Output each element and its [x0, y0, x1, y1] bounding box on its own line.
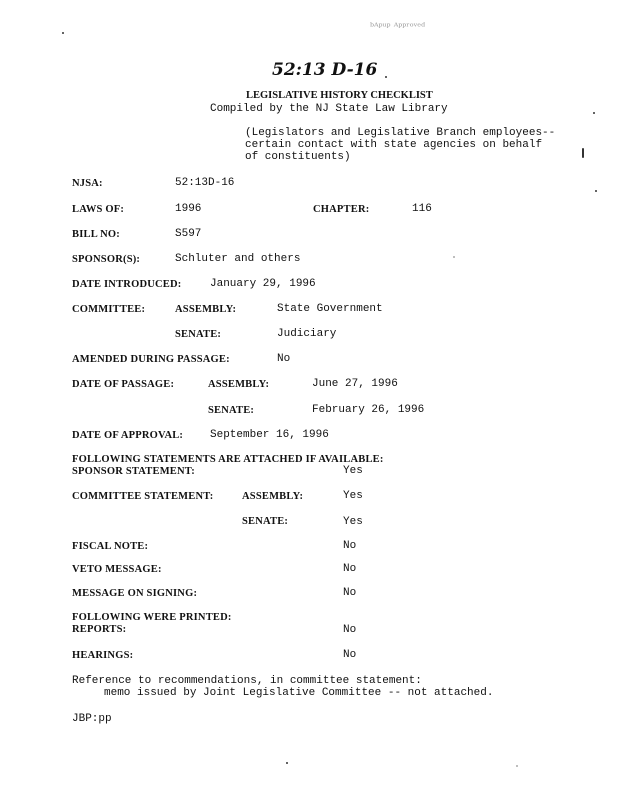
scan-speck [62, 32, 64, 34]
laws-of-label: LAWS OF: [72, 204, 125, 215]
date-introduced-value: January 29, 1996 [210, 278, 316, 290]
scan-speck [516, 765, 518, 767]
hearings-value: No [343, 649, 357, 661]
chapter-value: 116 [412, 203, 432, 215]
date-introduced-label: DATE INTRODUCED: [72, 279, 182, 290]
hearings-label: HEARINGS: [72, 650, 134, 661]
passage-senate-label: SENATE: [208, 405, 255, 416]
initials: JBP:pp [72, 713, 112, 725]
description-line-3: of constituents) [245, 151, 351, 163]
date-of-passage-label: DATE OF PASSAGE: [72, 379, 175, 390]
veto-message-value: No [343, 563, 357, 575]
scan-speck [595, 190, 597, 192]
sponsors-value: Schluter and others [175, 253, 301, 265]
njsa-value: 52:13D-16 [175, 177, 235, 189]
message-on-signing-label: MESSAGE ON SIGNING: [72, 588, 198, 599]
committee-assembly-value: State Government [277, 303, 383, 315]
committee-statement-senate-value: Yes [343, 516, 363, 528]
reports-value: No [343, 624, 357, 636]
description-line-1: (Legislators and Legislative Branch employees-- [245, 127, 556, 139]
committee-statement-assembly-label: ASSEMBLY: [242, 491, 304, 502]
message-on-signing-value: No [343, 587, 357, 599]
passage-assembly-label: ASSEMBLY: [208, 379, 270, 390]
amended-label: AMENDED DURING PASSAGE: [72, 354, 230, 365]
amended-value: No [277, 353, 291, 365]
statements-header: FOLLOWING STATEMENTS ARE ATTACHED IF AVAILABLE: [72, 454, 384, 465]
passage-senate-value: February 26, 1996 [312, 404, 425, 416]
njsa-label: NJSA: [72, 178, 103, 189]
bill-no-label: BILL NO: [72, 229, 120, 240]
veto-message-label: VETO MESSAGE: [72, 564, 162, 575]
sponsor-statement-label: SPONSOR STATEMENT: [72, 466, 195, 477]
sponsors-label: SPONSOR(S): [72, 254, 141, 265]
scan-speck [385, 76, 387, 78]
scan-mark [582, 148, 584, 158]
chapter-label: CHAPTER: [313, 204, 370, 215]
description-line-2: certain contact with state agencies on behalf [245, 139, 543, 151]
date-of-approval-value: September 16, 1996 [210, 429, 329, 441]
committee-senate-label: SENATE: [175, 329, 222, 340]
handwritten-statute-number: 52:13 D-16 [272, 60, 378, 80]
committee-label: COMMITTEE: [72, 304, 146, 315]
reference-line-1: Reference to recommendations, in committee statement: [72, 675, 422, 687]
page-title: LEGISLATIVE HISTORY CHECKLIST [246, 90, 433, 101]
scan-speck [593, 112, 595, 114]
scan-speck [453, 256, 455, 258]
committee-senate-value: Judiciary [277, 328, 337, 340]
scan-speck [286, 762, 288, 764]
date-of-approval-label: DATE OF APPROVAL: [72, 430, 184, 441]
committee-assembly-label: ASSEMBLY: [175, 304, 237, 315]
fiscal-note-value: No [343, 540, 357, 552]
printed-header: FOLLOWING WERE PRINTED: [72, 612, 232, 623]
faint-stamp: ᵇᴬᵖᵘᵖ ᴬᵖᵖʳᵒᵛᵉᵈ [370, 22, 426, 33]
sponsor-statement-value: Yes [343, 465, 363, 477]
fiscal-note-label: FISCAL NOTE: [72, 541, 149, 552]
committee-statement-senate-label: SENATE: [242, 516, 289, 527]
passage-assembly-value: June 27, 1996 [312, 378, 398, 390]
committee-statement-label: COMMITTEE STATEMENT: [72, 491, 214, 502]
committee-statement-assembly-value: Yes [343, 490, 363, 502]
reference-line-2: memo issued by Joint Legislative Committee -- not attached. [104, 687, 494, 699]
compiled-by: Compiled by the NJ State Law Library [210, 103, 448, 115]
laws-of-value: 1996 [175, 203, 202, 215]
reports-label: REPORTS: [72, 624, 127, 635]
bill-no-value: S597 [175, 228, 202, 240]
